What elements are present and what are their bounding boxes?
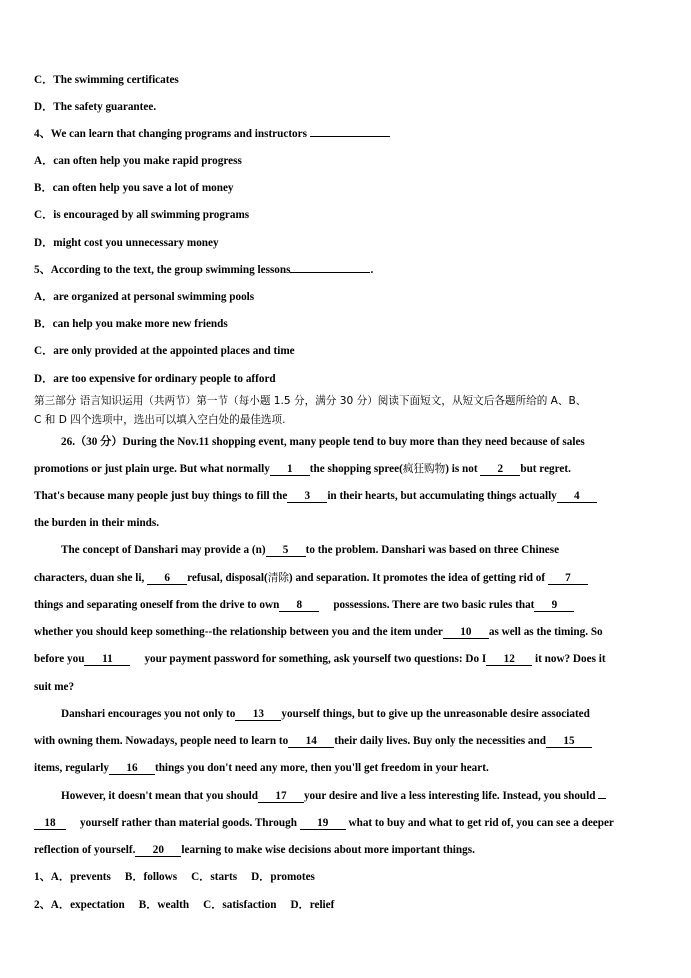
blank-3: 3 [287,490,327,503]
choice-d: D．promotes [251,871,315,883]
text: learning to make wise decisions about more important things. [181,844,475,856]
text: ) and separation. It promotes the idea of getting rid of [288,572,546,584]
q4-stem-text: 4、We can learn that changing programs and instructors [34,128,307,140]
q3-option-c: C．The swimming certificates [34,74,179,86]
blank-4: 4 [557,490,597,503]
blank-18-start [598,798,606,799]
text: it now? Does it [535,653,606,665]
part3-instructions-line2: C 和 D 四个选项中，选出可以填入空白处的最佳选项. [34,414,286,426]
chinese-gloss: 清除 [267,572,289,584]
text: things and separating oneself from the drive to own [34,599,280,611]
text: items, regularly [34,762,109,774]
blank-1: 1 [270,463,310,476]
blank-2: 2 [480,463,520,476]
part3-instructions-line1: 第三部分 语言知识运用（共两节）第一节（每小题 1.5 分，满分 30 分）阅读下面短文，从短文后各题所给的 A、B、 [34,395,587,407]
text: yourself rather than material goods. Through [80,817,297,829]
choice-a: A．expectation [50,899,125,911]
text: That's because many people just buy things to fill the [34,490,288,502]
text: reflection of yourself. [34,844,136,856]
passage-p2-line5 [34,652,606,666]
text: things you don't need any more, then you'll get freedom in your heart. [154,762,489,774]
text: but regret. [520,463,571,475]
choice-a: A．prevents [50,871,111,883]
q3-option-d: D．The safety guarantee. [34,101,157,113]
choice-c: C．starts [191,871,238,883]
q5-option-a: A．are organized at personal swimming pools [34,291,255,303]
text: what to buy and what to get rid of, you can see a deeper [348,817,614,829]
q4-option-a: A．can often help you make rapid progress [34,155,242,167]
text: Danshari encourages you not only to [61,708,236,720]
text: However, it doesn't mean that you should [61,790,258,802]
passage-p4-line1 [61,789,606,803]
q5-stem-text: 5、According to the text, the group swimming lessons [34,264,291,276]
choice-row-2 [34,898,334,912]
text: your desire and live a less interesting life. Instead, you should [303,790,596,802]
blank-19: 19 [300,817,346,830]
question-number: 1、 [34,871,51,883]
passage-p4-line2 [34,816,614,830]
blank-18: 18 [34,817,66,830]
passage-p2-line1 [61,543,559,557]
text: your payment password for something, ask yourself two questions: Do I [144,653,487,665]
q5-stem [34,263,373,277]
choice-b: B．wealth [138,899,190,911]
q5-answer-blank [290,272,370,273]
q4-option-b: B．can often help you save a lot of money [34,182,234,194]
blank-12: 12 [486,653,532,666]
blank-20: 20 [135,844,181,857]
q4-answer-blank [310,136,390,137]
q4-stem [34,127,390,141]
blank-14: 14 [288,735,334,748]
text: their daily lives. Buy only the necessities and [334,735,546,747]
text: possessions. There are two basic rules that [333,599,535,611]
blank-15: 15 [546,735,592,748]
choice-b: B．follows [124,871,178,883]
passage-p1-line4: the burden in their minds. [34,517,160,529]
passage-p1-line1: 26.（30 分）During the Nov.11 shopping event, many people tend to buy more than they need because of sales [61,436,585,448]
text: The concept of Danshari may provide a (n) [61,544,266,556]
blank-11: 11 [84,653,130,666]
blank-13: 13 [235,708,281,721]
text: in their hearts, but accumulating things actually [327,490,557,502]
passage-p3-line2 [34,734,592,748]
text: whether you should keep something--the relationship between you and the item under [34,626,443,638]
passage-p2-line6: suit me? [34,681,75,693]
text: before you [34,653,85,665]
q4-option-d: D．might cost you unnecessary money [34,237,219,249]
blank-17: 17 [258,790,304,803]
text: ) is not [445,463,478,475]
text: as well as the timing. So [488,626,603,638]
q5-option-c: C．are only provided at the appointed places and time [34,345,295,357]
text: with owning them. Nowadays, people need to learn to [34,735,289,747]
choice-d: D．relief [290,899,335,911]
text: yourself things, but to give up the unreasonable desire associated [281,708,590,720]
passage-p2-line4 [34,625,603,639]
chinese-gloss: 疯狂购物 [402,463,446,475]
blank-7: 7 [548,572,588,585]
passage-p2-line3 [34,598,574,612]
blank-9: 9 [534,599,574,612]
blank-10: 10 [443,626,489,639]
q5-stem-end: . [370,264,374,276]
q5-option-d: D．are too expensive for ordinary people to afford [34,373,276,385]
question-number: 2、 [34,899,51,911]
text: promotions or just plain urge. But what normally [34,463,270,475]
choice-c: C．satisfaction [203,899,277,911]
blank-16: 16 [109,762,155,775]
passage-p2-line2 [34,571,588,585]
blank-8: 8 [279,599,319,612]
q5-option-b: B．can help you make more new friends [34,318,228,330]
text: to the problem. Danshari was based on three Chinese [305,544,560,556]
text: characters, duan she li, [34,572,145,584]
choice-row-1 [34,870,315,884]
passage-p1-line2 [34,462,571,476]
q4-option-c: C．is encouraged by all swimming programs [34,209,250,221]
text: the shopping spree( [309,463,403,475]
passage-p1-line3 [34,489,597,503]
passage-p3-line1 [61,707,590,721]
passage-p4-line3 [34,843,475,857]
blank-6: 6 [147,572,187,585]
blank-5: 5 [266,544,306,557]
passage-p3-line3 [34,761,489,775]
text: refusal, disposal( [187,572,268,584]
